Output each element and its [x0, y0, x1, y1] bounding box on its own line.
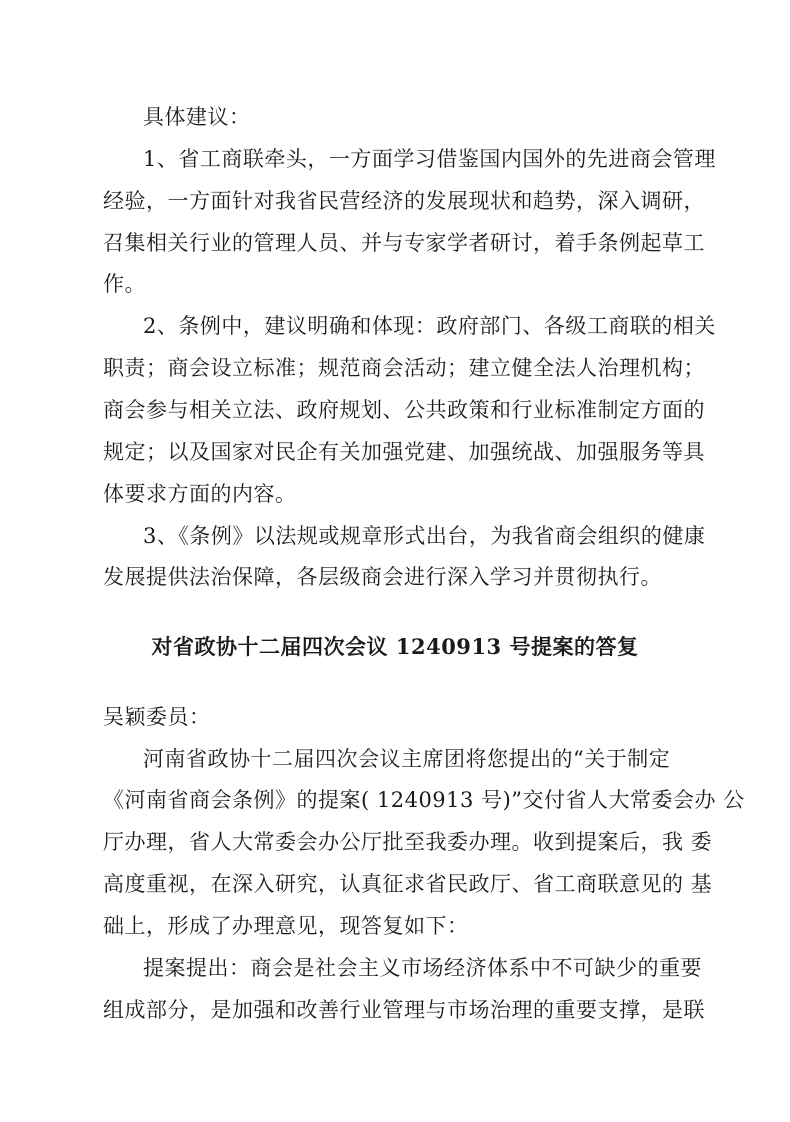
suggestion-1-line-1: 1、省工商联牵头，一方面学习借鉴国内国外的先进商会管理 — [143, 147, 716, 171]
suggestion-2-line-5: 体要求方面的内容。 — [103, 482, 297, 506]
suggestion-1-line-3: 召集相关行业的管理人员、并与专家学者研讨，着手条例起草工 — [103, 231, 705, 255]
reply-title: 对省政协十二届四次会议 1240913 号提案的答复 — [151, 634, 639, 659]
suggestion-1-line-4: 作。 — [103, 272, 146, 296]
reply-paragraph-2-line-2: 组成部分，是加强和改善行业管理与市场治理的重要支撑，是联 — [103, 998, 705, 1022]
suggestion-2-line-1: 2、条例中，建议明确和体现：政府部门、各级工商联的相关 — [143, 314, 716, 338]
reply-paragraph-1-line-3: 厅办理，省人大常委会办公厅批至我委办理。收到提案后，我 委 — [103, 830, 713, 854]
reply-paragraph-1-line-5: 础上，形成了办理意见，现答复如下： — [103, 914, 469, 938]
reply-paragraph-2-line-1: 提案提出：商会是社会主义市场经济体系中不可缺少的重要 — [143, 956, 702, 980]
reply-paragraph-1-line-4: 高度重视，在深入研究，认真征求省民政厅、省工商联意见的 基 — [103, 872, 713, 896]
proposal-heading: 具体建议： — [143, 105, 251, 129]
suggestion-2-line-4: 规定；以及国家对民企有关加强党建、加强统战、加强服务等具 — [103, 440, 705, 464]
suggestion-2-line-2: 职责；商会设立标准；规范商会活动；建立健全法人治理机构； — [103, 356, 705, 380]
suggestion-3-line-1: 3、《条例》以法规或规章形式出台，为我省商会组织的健康 — [143, 524, 706, 548]
suggestion-2-line-3: 商会参与相关立法、政府规划、公共政策和行业标准制定方面的 — [103, 398, 705, 422]
reply-paragraph-1-line-1: 河南省政协十二届四次会议主席团将您提出的“关于制定 — [143, 747, 671, 771]
suggestion-3-line-2: 发展提供法治保障，各层级商会进行深入学习并贯彻执行。 — [103, 565, 662, 589]
suggestion-1-line-2: 经验，一方面针对我省民营经济的发展现状和趋势，深入调研， — [103, 189, 705, 213]
reply-salutation: 吴颖委员： — [103, 705, 211, 729]
reply-paragraph-1-line-2: 《河南省商会条例》的提案( 1240913 号)”交付省人大常委会办 公 — [103, 788, 745, 812]
